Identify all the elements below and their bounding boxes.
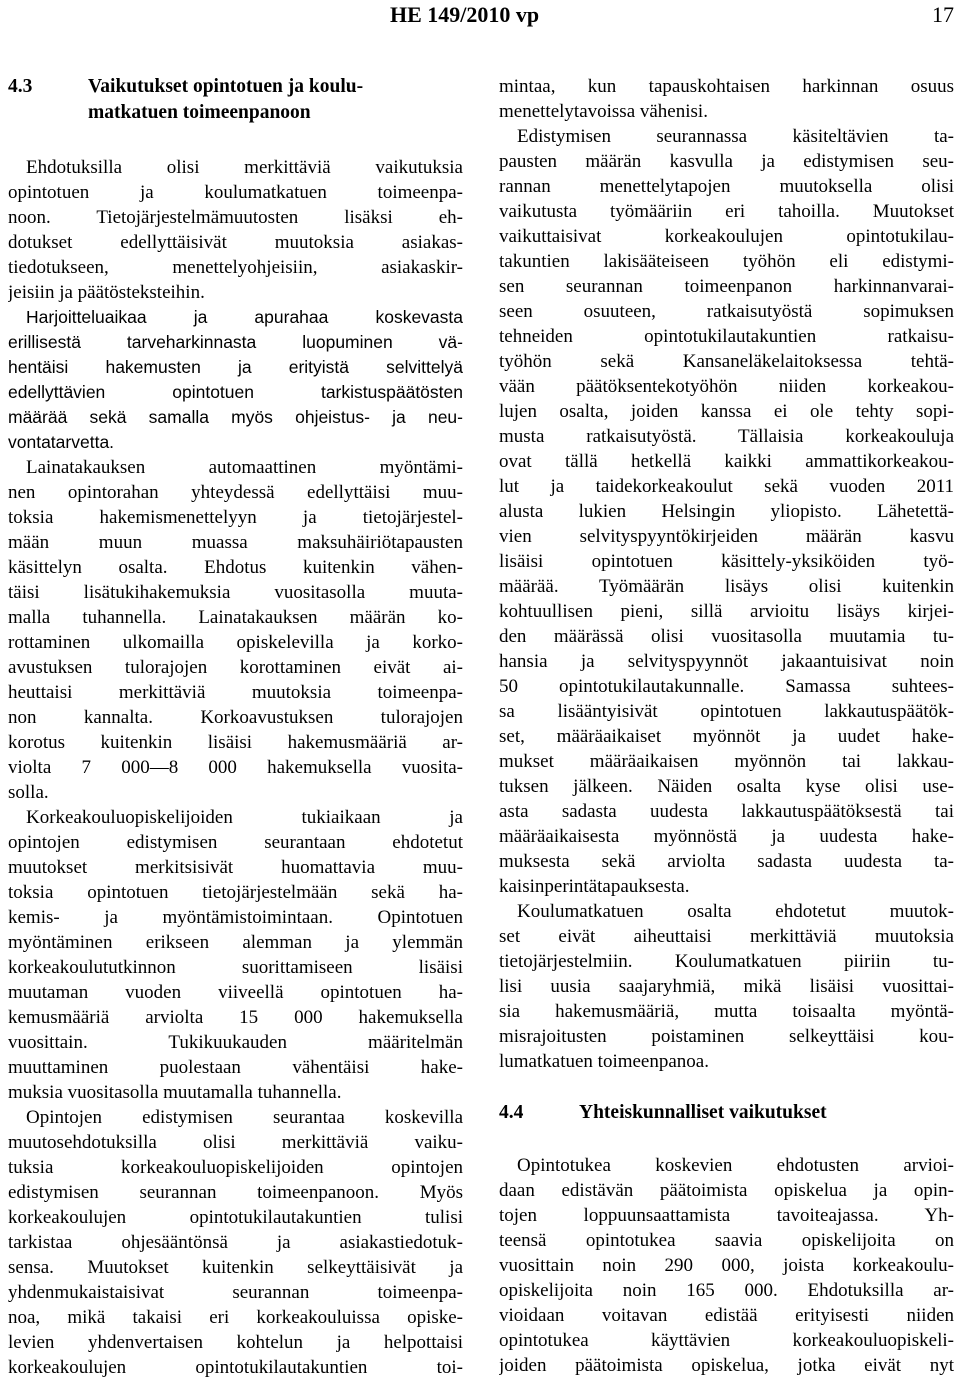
text-line: sa lisääntyisivät opintotuen lakkautuspäätök- <box>499 701 954 722</box>
text-line: tarkistaa ohjesääntönsä ja asiakastiedotuk- <box>8 1232 463 1253</box>
text-line: muksesta sekä arviolta sadasta uudesta ta- <box>499 851 954 872</box>
text-line: nen opintorahan yhteydessä edellyttäisi muu- <box>8 482 463 503</box>
text-line: noa, mikä takaisi eri korkeakouluissa opiske- <box>8 1307 463 1328</box>
text-line: korotus kuitenkin lisäisi hakemusmääriä ar- <box>8 732 463 753</box>
text-line: lumatkatuen toimeenpanoa. <box>499 1051 709 1072</box>
paragraph <box>499 124 954 899</box>
text-line: solla. <box>8 782 49 803</box>
text-line: tietojärjestelmiin. Koulumatkatuen piiriin tu- <box>499 951 954 972</box>
text-line: lisi uusia saajaryhmiä, mikä lisäisi vuosittai- <box>499 976 954 997</box>
text-line: muutosehdotuksilla olisi merkittäviä vaiku- <box>8 1132 463 1153</box>
text-line: lisäisi opintotuen käsittely-yksiköiden työ- <box>499 551 954 572</box>
text-line: seen osuuteen, ratkaisutyöstä sopimuksen <box>499 301 954 322</box>
text-line: ovat tällä hetkellä kaikki ammattikorkeakou- <box>499 451 954 472</box>
section-heading-line <box>499 1100 954 1126</box>
text-line: mään muun muassa maksuhäiriötapausten <box>8 532 463 553</box>
text-line: hentäisi hakemusten ja erityistä selvittelyä <box>8 357 463 377</box>
paragraph <box>8 455 463 805</box>
text-line: levien yhdenvertaisen kohtelun ja helpottaisi <box>8 1332 463 1353</box>
text-line: pausten määrän kasvulla ja edistymisen seu- <box>499 151 954 172</box>
paragraph <box>8 805 463 1105</box>
text-line: dotukset edellyttäisivät muutoksia asiakas- <box>8 232 463 253</box>
text-line: lut ja taidekorkeakoulut sekä vuoden 2011 <box>499 476 954 497</box>
text-line: tuksia korkeakouluopiskelijoiden opintojen <box>8 1157 463 1178</box>
document-id: HE 149/2010 vp <box>390 2 540 27</box>
text-line: jeisiin ja päätösteksteihin. <box>8 282 205 303</box>
text-line: joiden päätoimista opiskelua, jotka eivät nyt <box>499 1355 954 1376</box>
text-line: opintojen edistymisen seurantaan ehdotetut <box>8 832 463 853</box>
text-line: tojen loppuunsaattamista tavoiteajassa. Yh- <box>499 1205 954 1226</box>
text-line: kohtuullisen pieni, sillä arvioitu lisäys kirjei- <box>499 601 954 622</box>
text-line: Lainatakauksen automaattinen myöntämi- <box>26 457 463 478</box>
text-line: muksia vuositasolla muutamalla tuhannella. <box>8 1082 342 1103</box>
text-line: hansia ja selvityspyynnöt jakaantuisivat noin <box>499 651 954 672</box>
paragraph <box>499 1153 954 1378</box>
page-number: 17 <box>932 2 954 27</box>
text-line: 50 opintotukilautakunnalle. Samassa suhtees- <box>499 676 954 697</box>
right-column <box>499 74 954 1378</box>
text-line: muutokset merkitsisivät huomattavia muu- <box>8 857 463 878</box>
text-line: muuttaminen puolestaan vähentäisi hake- <box>8 1057 463 1078</box>
text-line: mintaa, kun tapauskohtaisen harkinnan osuus <box>499 76 954 97</box>
text-line: Korkeakouluopiskelijoiden tukiaikaan ja <box>26 807 463 828</box>
text-line: set, määräaikaiset myönnöt ja uudet hake- <box>499 726 954 747</box>
text-line: daan edistävän päätoimista opiskelua ja opin- <box>499 1180 954 1201</box>
text-line: rottaminen ulkomailla opiskelevilla ja korko- <box>8 632 463 653</box>
section-title-continued: matkatuen toimeenpanoon <box>88 102 311 123</box>
text-line: vään päätöksentekotyöhön niiden korkeakou- <box>499 376 954 397</box>
text-line: den määrässä olisi vuositasolla muutamia tu- <box>499 626 954 647</box>
text-line: määräaikaisesta myönnöstä ja uudesta hake- <box>499 826 954 847</box>
text-line: kemis- ja myöntämistoimintaan. Opintotuen <box>8 907 463 928</box>
paragraph <box>499 74 954 124</box>
text-line: edellyttävien opintotuen tarkistuspäätösten <box>8 382 463 402</box>
text-line: yhdenmukaistaisivat seurannan toimeenpa- <box>8 1282 463 1303</box>
text-line: Ehdotuksilla olisi merkittäviä vaikutuksia <box>26 157 463 178</box>
text-line: Opintotukea koskevien ehdotusten arvioi- <box>517 1155 954 1176</box>
paragraph <box>499 899 954 1074</box>
text-line: vuosittain noin 290 000, joista korkeakoulu- <box>499 1255 954 1276</box>
text-line: set eivät aiheuttaisi merkittäviä muutoksia <box>499 926 954 947</box>
text-line: tuksen jälkeen. Näiden osalta kyse olisi use- <box>499 776 954 797</box>
running-header <box>0 0 960 40</box>
section-number: 4.3 <box>8 76 33 97</box>
paragraph <box>8 1105 463 1380</box>
text-line: Edistymisen seurannassa käsiteltävien ta- <box>517 126 954 147</box>
text-line: täisi lisätukihakemuksia vuositasolla muuta- <box>8 582 463 603</box>
text-line: malla tuhannella. Lainatakauksen määrän ko- <box>8 607 463 628</box>
text-line: vuosittain. Tukikuukauden määritelmän <box>8 1032 463 1053</box>
text-line: lujen osalta, joiden kanssa ei ole tehty sopi- <box>499 401 954 422</box>
text-line: teensä opintotukea saavia opiskelijoita on <box>499 1230 954 1251</box>
left-column <box>8 74 463 1380</box>
text-line: edistymisen seurannan toimeenpanoon. Myös <box>8 1182 463 1203</box>
text-line: korkeakoulujen opintotukilautakuntien toi- <box>8 1357 463 1378</box>
text-line: sia hakemusmääriä, mutta toisaalta myöntä- <box>499 1001 954 1022</box>
text-line: violta 7 000—8 000 hakemuksella vuosita- <box>8 757 463 778</box>
section-heading-4-3 <box>8 74 463 126</box>
text-line: sen seurannan toimeenpanon harkinnanvarai- <box>499 276 954 297</box>
text-line: heuttaisi merkittäviä muutoksia toimeenpa- <box>8 682 463 703</box>
section-number: 4.4 <box>499 1102 524 1123</box>
text-line: non kannalta. Korkoavustuksen tulorajojen <box>8 707 463 728</box>
text-line: mukset määräaikaisen myönnön tai lakkau- <box>499 751 954 772</box>
section-heading-4-4 <box>499 1100 954 1126</box>
text-line: opintotuen ja koulumatkatuen toimeenpa- <box>8 182 463 203</box>
text-line: noon. Tietojärjestelmämuutosten lisäksi eh- <box>8 207 463 228</box>
text-line: korkeakoulujen opintotukilautakuntien tulisi <box>8 1207 463 1228</box>
section-title: Yhteiskunnalliset vaikutukset <box>579 1102 827 1123</box>
text-line: muutaman vuoden viiveellä opintotuen ha- <box>8 982 463 1003</box>
text-line: takuntien lakisääteiseen työhön eli edistymi- <box>499 251 954 272</box>
paragraph <box>8 305 463 455</box>
text-line: korkeakoulututkinnon suorittamiseen lisäisi <box>8 957 463 978</box>
paragraph <box>8 155 463 305</box>
text-line: toksia hakemismenettelyyn ja tietojärjestel- <box>8 507 463 528</box>
text-line: Opintojen edistymisen seurantaa koskevilla <box>26 1107 463 1128</box>
text-line: kemusmääriä arviolta 15 000 hakemuksella <box>8 1007 463 1028</box>
text-line: tiedotukseen, menettelyohjeisiin, asiakaskir- <box>8 257 463 278</box>
text-line: avustuksen tulorajojen korottaminen eivät ai- <box>8 657 463 678</box>
text-line: opiskelijoita noin 165 000. Ehdotuksilla ar- <box>499 1280 954 1301</box>
text-line: rannan menettelytapojen muutoksella olisi <box>499 176 954 197</box>
section-heading-line <box>8 74 463 100</box>
text-line: asta sadasta uudesta lakkautuspäätöksestä tai <box>499 801 954 822</box>
text-line: toksia opintotuen tietojärjestelmään sekä ha- <box>8 882 463 903</box>
text-line: määrää sekä samalla myös ohjeistus- ja neu- <box>8 407 463 427</box>
text-line: alusta lukien Helsingin yliopisto. Lähetettä- <box>499 501 954 522</box>
text-line: vien selvityspyyntökirjeiden määrän kasvu <box>499 526 954 547</box>
text-line: menettelytavoissa vähenisi. <box>499 101 708 122</box>
text-line: vioidaan voitavan edistää erityisesti niiden <box>499 1305 954 1326</box>
text-line: vontatarvetta. <box>8 432 115 452</box>
text-line: Harjoitteluaikaa ja apurahaa koskevasta <box>26 307 463 327</box>
text-line: Koulumatkatuen osalta ehdotetut muutok- <box>517 901 954 922</box>
text-line: musta ratkaisutyöstä. Tällaisia korkeakouluja <box>499 426 954 447</box>
text-line: määrää. Työmäärän lisäys olisi kuitenkin <box>499 576 954 597</box>
text-line: työhön sekä Kansaneläkelaitoksessa tehtä- <box>499 351 954 372</box>
section-title: Vaikutukset opintotuen ja koulu- <box>88 76 364 97</box>
text-line: kaisinperintätapauksesta. <box>499 876 690 897</box>
text-line: misrajoitusten poistaminen selkeyttäisi kou- <box>499 1026 954 1047</box>
text-line: käsittelyn osalta. Ehdotus kuitenkin vähen- <box>8 557 463 578</box>
text-line: vaikuttaisivat korkeakoulujen opintotukilau- <box>499 226 954 247</box>
text-line: vaikutusta työmääriin eri tahoilla. Muutokset <box>499 201 954 222</box>
text-line: sensa. Muutokset kuitenkin selkeyttäisivät ja <box>8 1257 463 1278</box>
text-line: myöntäminen erikseen alemman ja ylemmän <box>8 932 463 953</box>
text-line: erillisestä tarveharkinnasta luopuminen vä- <box>8 332 463 352</box>
text-line: opintotukea käyttävien korkeakouluopiskeli- <box>499 1330 954 1351</box>
text-line: tehneiden opintotukilautakuntien ratkaisu- <box>499 326 954 347</box>
